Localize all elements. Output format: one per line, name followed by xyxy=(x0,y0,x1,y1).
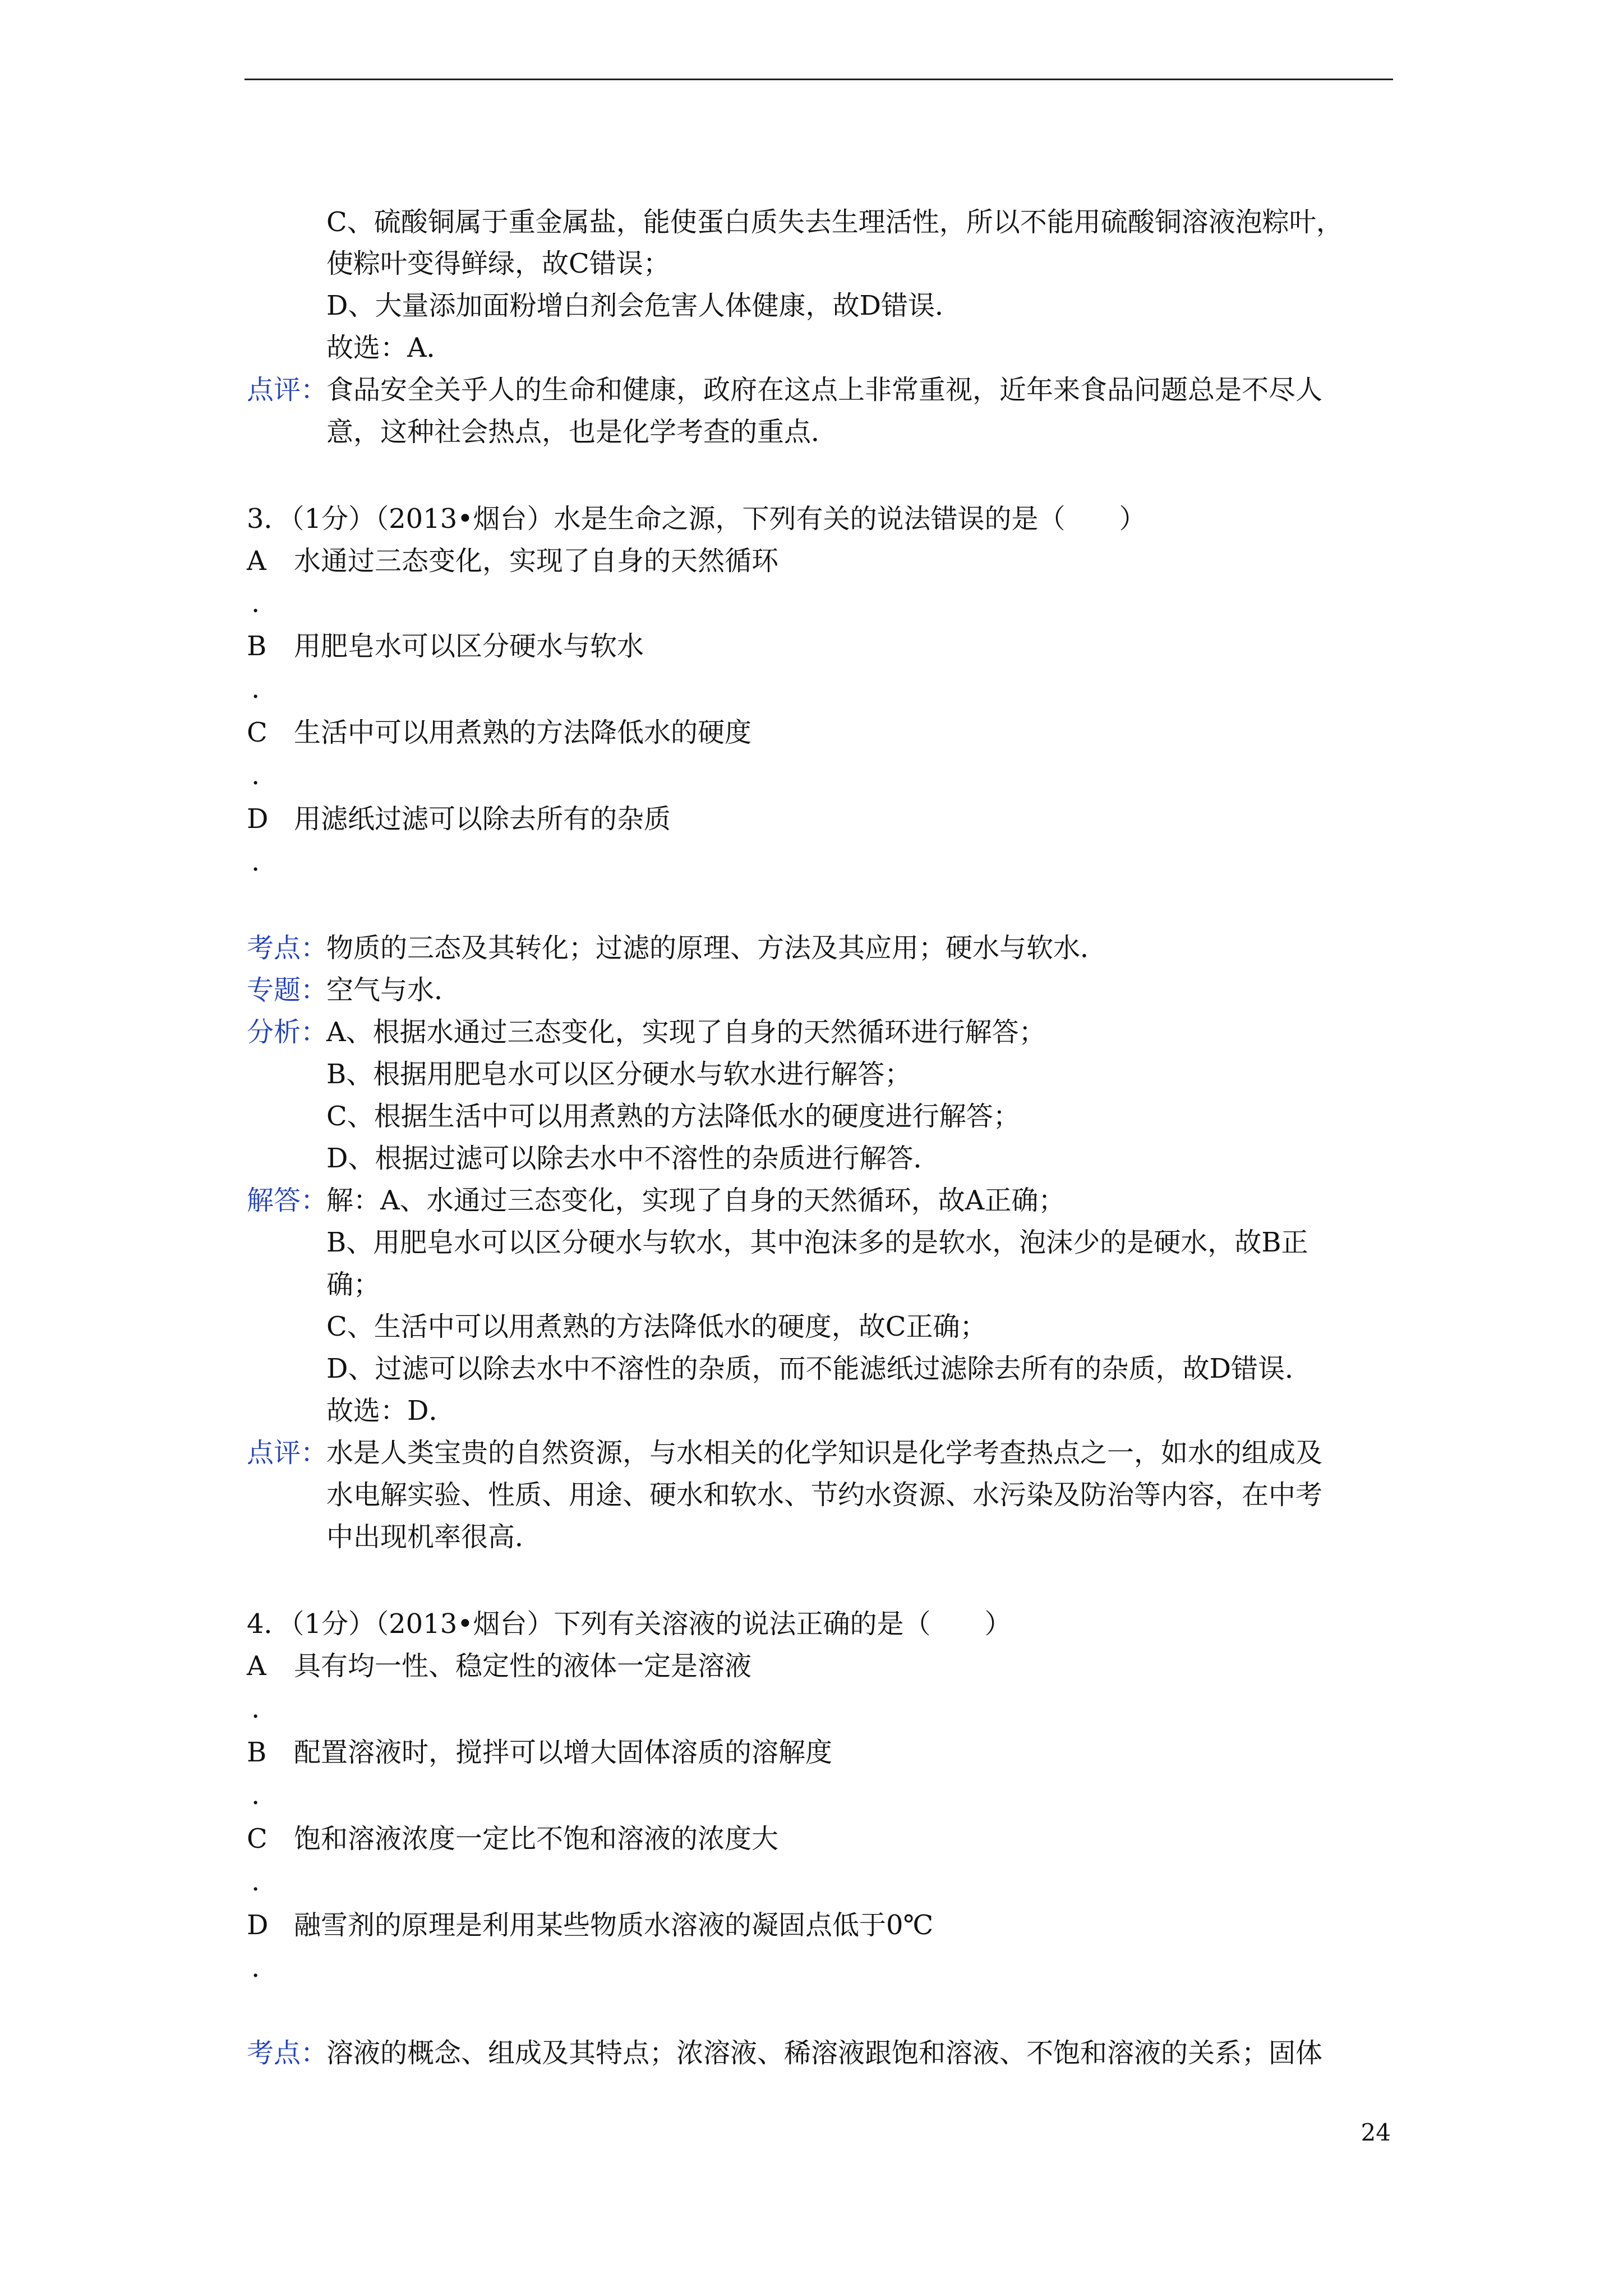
q3-jieda-a: 解：A、水通过三态变化，实现了自身的天然循环，故A正确； xyxy=(326,1185,1066,1216)
q3-jieda-b-cont: 确； xyxy=(326,1269,381,1300)
q3-option-d-letter: D xyxy=(247,803,269,835)
q3-zhuanti: 空气与水． xyxy=(326,974,462,1006)
q4-option-b-letter: B xyxy=(247,1737,267,1768)
q3-dianping-label: 点评： xyxy=(247,1437,328,1469)
prev-line-d: D、大量添加面粉增白剂会危害人体健康，故D错误． xyxy=(326,290,962,321)
q4-option-b-text: 配置溶液时，搅拌可以增大固体溶质的溶解度 xyxy=(294,1737,833,1768)
q3-option-b-text: 用肥皂水可以区分硬水与软水 xyxy=(294,631,644,662)
q3-option-c-letter: C xyxy=(247,717,268,748)
q3-fenxi-a: A、根据水通过三态变化，实现了自身的天然循环进行解答； xyxy=(326,1016,1046,1048)
q3-fenxi-b: B、根据用肥皂水可以区分硬水与软水进行解答； xyxy=(326,1059,912,1090)
prev-line-c: C、硫酸铜属于重金属盐，能使蛋白质失去生理活性，所以不能用硫酸铜溶液泡粽叶， xyxy=(326,206,1343,238)
q3-option-a-letter: A xyxy=(247,545,266,577)
q3-option-d-text: 用滤纸过滤可以除去所有的杂质 xyxy=(294,803,671,835)
q3-option-a-dot: . xyxy=(251,587,260,619)
q4-option-a-text: 具有均一性、稳定性的液体一定是溶液 xyxy=(294,1650,752,1682)
q4-option-a-dot: . xyxy=(251,1693,260,1724)
prev-comment-label: 点评： xyxy=(247,374,328,406)
prev-comment-line-2: 意，这种社会热点，也是化学考查的重点． xyxy=(326,416,838,448)
q3-jieda-b: B、用肥皂水可以区分硬水与软水，其中泡沫多的是软水，泡沫少的是硬水，故B正 xyxy=(326,1227,1308,1258)
page-number: 24 xyxy=(1361,2119,1391,2146)
q3-jieda-d: D、过滤可以除去水中不溶性的杂质，而不能滤纸过滤除去所有的杂质，故D错误． xyxy=(326,1353,1312,1384)
q4-option-b-dot: . xyxy=(251,1779,260,1811)
q3-option-c-text: 生活中可以用煮熟的方法降低水的硬度 xyxy=(294,717,752,748)
q4-option-d-text: 融雪剂的原理是利用某些物质水溶液的凝固点低于0℃ xyxy=(294,1910,934,1941)
q4-option-d-dot: . xyxy=(251,1952,260,1984)
q3-kaodian-label: 考点： xyxy=(247,932,328,964)
prev-answer: 故选：A． xyxy=(326,332,454,364)
q3-option-c-dot: . xyxy=(251,760,260,791)
q3-option-d-dot: . xyxy=(251,846,260,877)
q3-stem: 3．（1分）（2013•烟台）水是生命之源，下列有关的说法错误的是（ ） xyxy=(247,503,1146,535)
q4-option-c-dot: . xyxy=(251,1866,260,1897)
q3-jieda-c: C、生活中可以用煮熟的方法降低水的硬度，故C正确； xyxy=(326,1311,987,1342)
prev-line-c-cont: 使粽叶变得鲜绿，故C错误； xyxy=(326,248,670,279)
q3-fenxi-c: C、根据生活中可以用煮熟的方法降低水的硬度进行解答； xyxy=(326,1101,1020,1132)
q4-stem: 4．（1分）（2013•烟台）下列有关溶液的说法正确的是（ ） xyxy=(247,1608,1012,1640)
q3-dianping-line-2: 水电解实验、性质、用途、硬水和软水、节约水资源、水污染及防治等内容，在中考 xyxy=(326,1479,1323,1511)
q4-kaodian: 溶液的概念、组成及其特点；浓溶液、稀溶液跟饱和溶液、不饱和溶液的关系；固体 xyxy=(326,2037,1323,2069)
q4-option-a-letter: A xyxy=(247,1650,266,1682)
q3-kaodian: 物质的三态及其转化；过滤的原理、方法及其应用；硬水与软水． xyxy=(326,932,1108,964)
q4-option-c-text: 饱和溶液浓度一定比不饱和溶液的浓度大 xyxy=(294,1823,779,1855)
q3-jieda-label: 解答： xyxy=(247,1185,328,1216)
q4-kaodian-label: 考点： xyxy=(247,2037,328,2069)
q3-option-b-dot: . xyxy=(251,673,260,705)
q4-option-d-letter: D xyxy=(247,1910,269,1941)
q3-zhuanti-label: 专题： xyxy=(247,974,328,1006)
q3-option-b-letter: B xyxy=(247,631,267,662)
q3-dianping-line-3: 中出现机率很高． xyxy=(326,1521,542,1553)
q3-fenxi-label: 分析： xyxy=(247,1016,328,1048)
q4-option-c-letter: C xyxy=(247,1823,268,1855)
q3-fenxi-d: D、根据过滤可以除去水中不溶性的杂质进行解答． xyxy=(326,1143,940,1174)
header-rule xyxy=(245,79,1393,80)
q3-answer: 故选：D． xyxy=(326,1395,456,1427)
q3-dianping-line-1: 水是人类宝贵的自然资源，与水相关的化学知识是化学考查热点之一，如水的组成及 xyxy=(326,1437,1323,1469)
prev-comment-line-1: 食品安全关乎人的生命和健康，政府在这点上非常重视，近年来食品问题总是不尽人 xyxy=(326,374,1323,406)
q3-option-a-text: 水通过三态变化，实现了自身的天然循环 xyxy=(294,545,779,577)
